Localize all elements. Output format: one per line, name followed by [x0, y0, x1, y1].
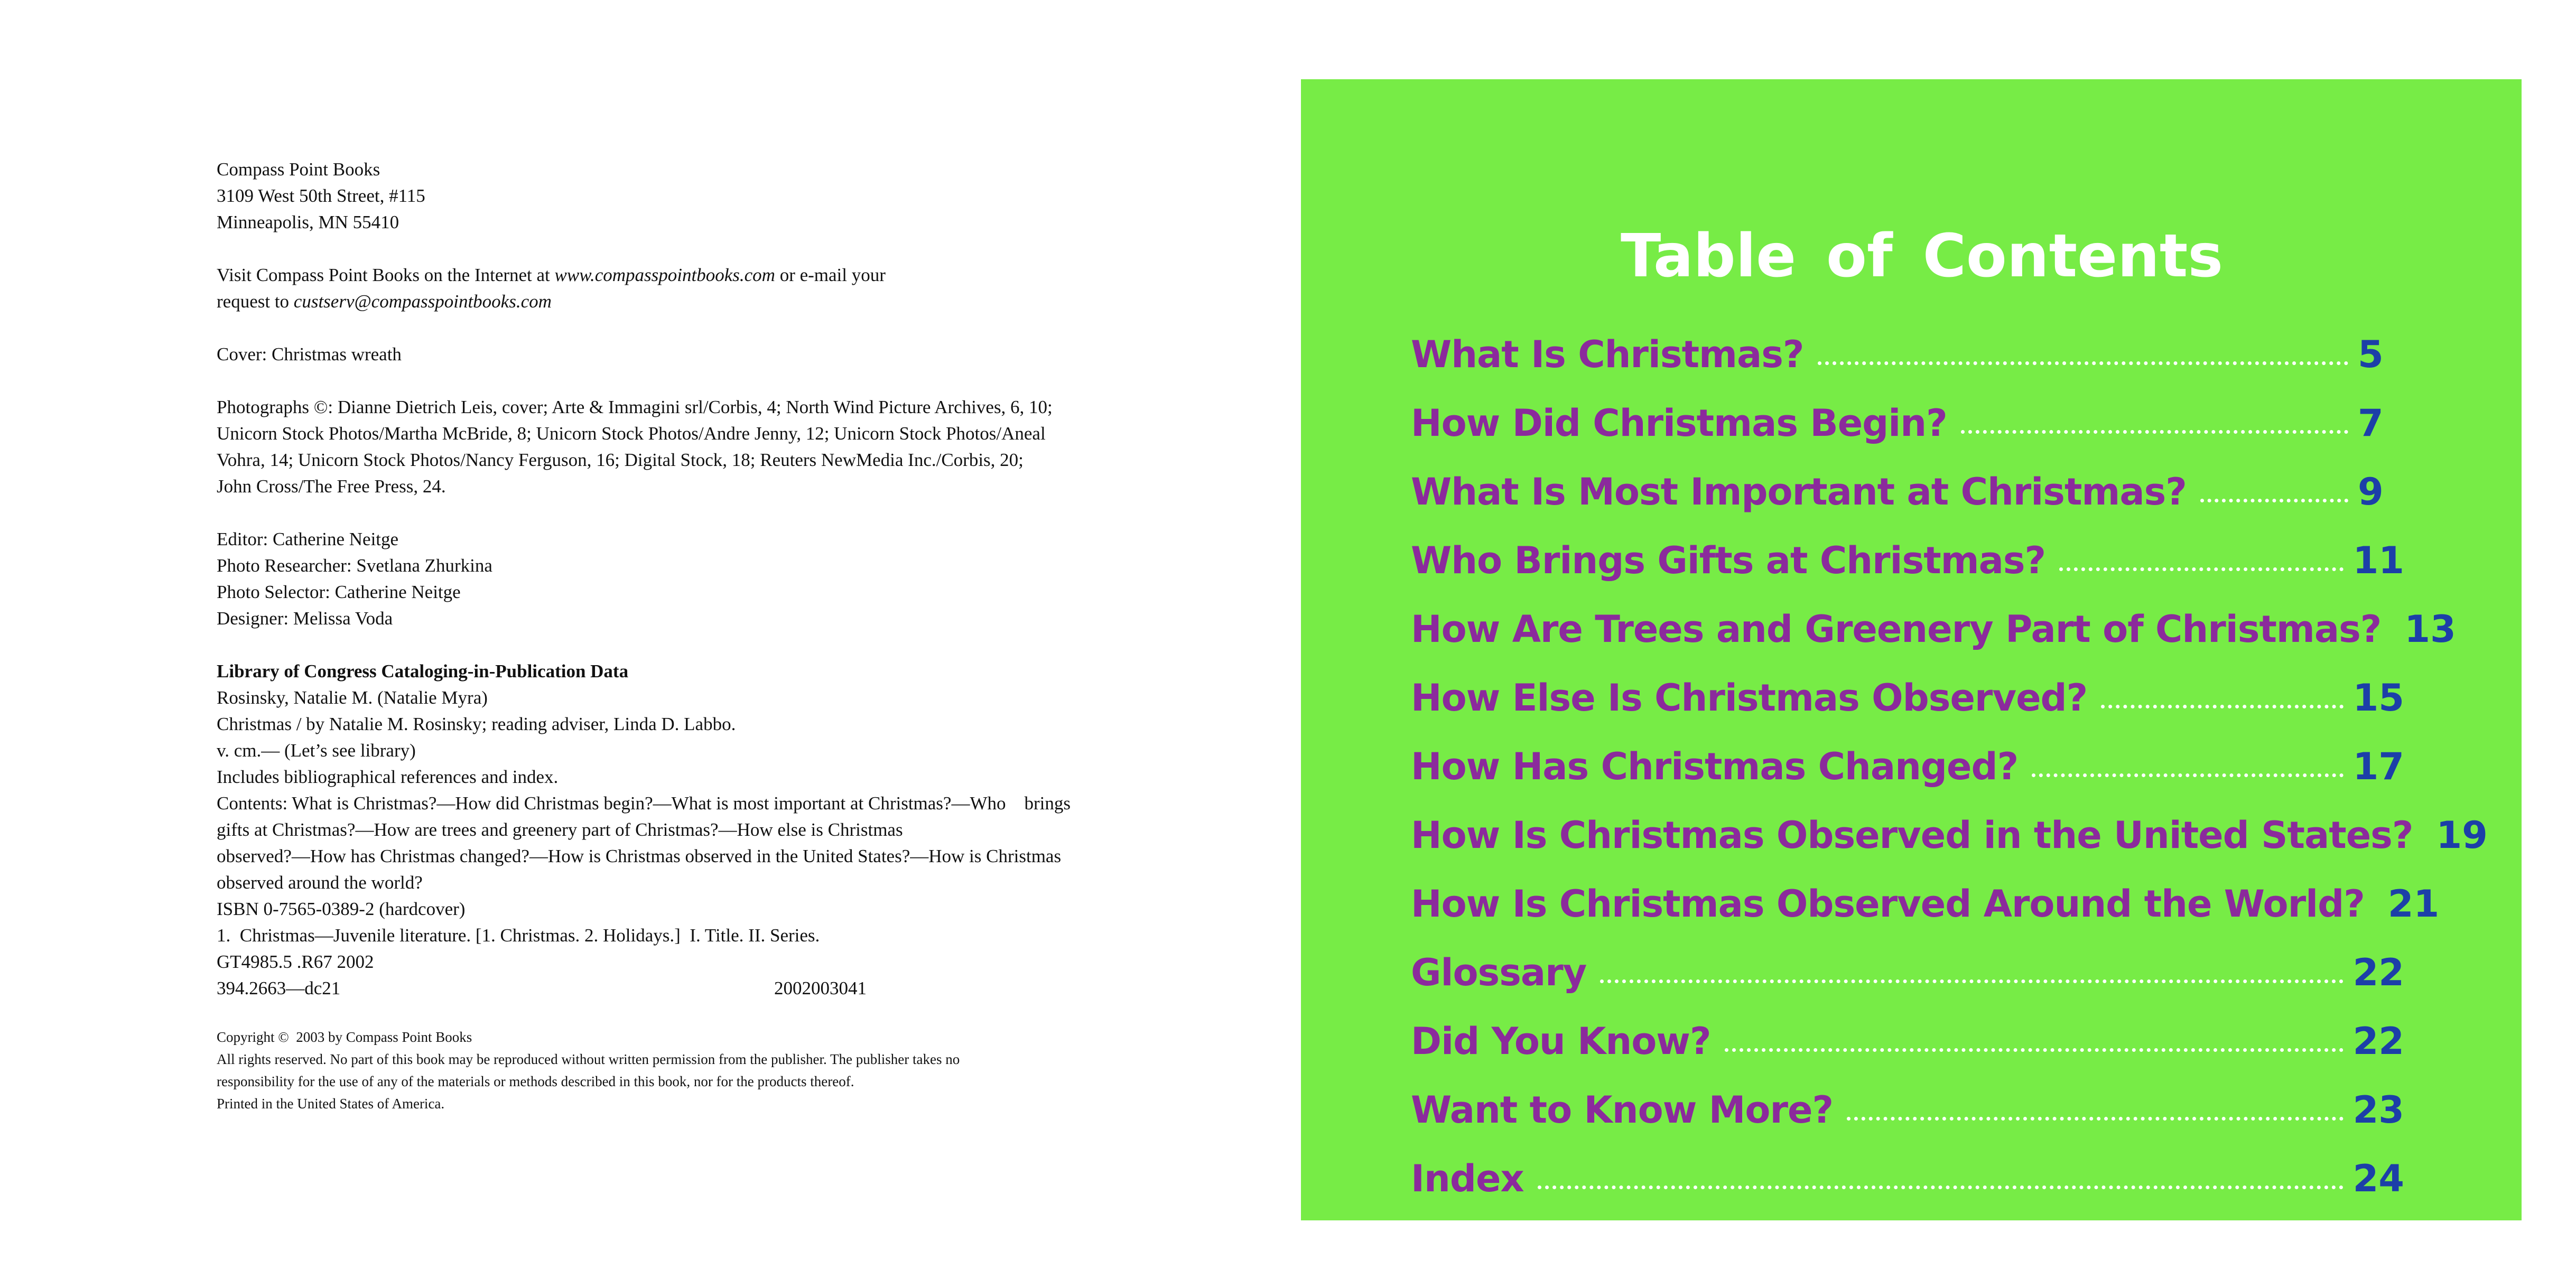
call-number-row: [217, 975, 1168, 1002]
toc-entry-label: How Did Christmas Begin?: [1411, 402, 1947, 445]
toc-entry-page-number: 17: [2352, 745, 2404, 788]
toc-entry[interactable]: [1411, 882, 2440, 951]
toc-dot-leader: [2059, 567, 2343, 571]
toc-dot-leader: [1538, 1186, 2343, 1189]
toc-dot-leader: [1818, 361, 2349, 365]
cip-line: Rosinsky, Natalie M. (Natalie Myra): [217, 687, 488, 708]
toc-dot-leader: [1961, 430, 2348, 434]
toc-entry[interactable]: [1411, 1020, 2404, 1088]
toc-entry-label: What Is Christmas?: [1411, 333, 1804, 376]
toc-dot-leader: [2200, 499, 2348, 502]
photo-selector-credit: Photo Selector: Catherine Neitge: [217, 582, 461, 602]
cip-line: 1. Christmas—Juvenile literature. [1. Christmas. 2. Holidays.] I. Title. II. Series.: [217, 925, 820, 946]
cip-line: Christmas / by Natalie M. Rosinsky; reading adviser, Linda D. Labbo.: [217, 714, 736, 734]
cip-line: observed?—How has Christmas changed?—How is Christmas observed in the United States?—How is Christmas: [217, 846, 1062, 866]
photo-credits: [217, 394, 1168, 500]
toc-entry[interactable]: [1411, 1088, 2404, 1157]
toc-list: [1411, 333, 2488, 1226]
legal-notice: [217, 1026, 1168, 1115]
toc-dot-leader: [2101, 705, 2343, 708]
editor-credit: Editor: Catherine Neitge: [217, 529, 399, 549]
cip-heading: Library of Congress Cataloging-in-Publication Data: [217, 661, 629, 682]
photo-researcher-credit: Photo Researcher: Svetlana Zhurkina: [217, 555, 492, 576]
toc-entry-label: How Are Trees and Greenery Part of Christmas?: [1411, 608, 2382, 651]
publisher-address: [217, 156, 1168, 236]
toc-entry-label: Index: [1411, 1157, 1524, 1200]
toc-entry-page-number: 5: [2358, 333, 2384, 376]
email-link[interactable]: custserv@compasspointbooks.com: [293, 291, 552, 312]
toc-entry[interactable]: [1411, 676, 2404, 745]
photo-credit-line: Photographs ©: Dianne Dietrich Leis, cover; Arte & Immagini srl/Corbis, 4; North Wind Picture Archives, 6, 10;: [217, 397, 1053, 417]
table-of-contents-panel: [1301, 79, 2522, 1220]
rights-line: responsibility for the use of any of the materials or methods described in this book, nor for the products thereof.: [217, 1074, 854, 1089]
toc-entry-page-number: 11: [2352, 539, 2404, 582]
request-line: [217, 288, 1168, 315]
cip-line: Contents: What is Christmas?—How did Christmas begin?—What is most important at Christmas?—Who brings: [217, 793, 1071, 814]
toc-entry-label: Want to Know More?: [1411, 1088, 1834, 1132]
toc-entry[interactable]: [1411, 333, 2404, 402]
request-prefix: request to: [217, 291, 294, 312]
toc-entry-label: What Is Most Important at Christmas?: [1411, 470, 2187, 514]
publisher-name: Compass Point Books: [217, 159, 380, 180]
printed-line: Printed in the United States of America.: [217, 1096, 445, 1112]
toc-entry-label: Did You Know?: [1411, 1020, 1711, 1063]
toc-entry-label: How Has Christmas Changed?: [1411, 745, 2019, 788]
toc-entry[interactable]: [1411, 814, 2488, 882]
toc-entry[interactable]: [1411, 402, 2404, 470]
toc-dot-leader: [1725, 1048, 2343, 1052]
publisher-city: Minneapolis, MN 55410: [217, 212, 399, 232]
cip-data: [217, 658, 1168, 1002]
toc-entry-page-number: 24: [2352, 1157, 2404, 1200]
photo-credit-line: Unicorn Stock Photos/Martha McBride, 8; Unicorn Stock Photos/Andre Jenny, 12; Unicorn Stock Photos/Aneal: [217, 423, 1046, 444]
toc-entry-label: How Is Christmas Observed in the United States?: [1411, 814, 2413, 857]
visit-line: [217, 262, 1168, 288]
toc-entry-page-number: 21: [2387, 882, 2440, 926]
toc-entry-page-number: 19: [2436, 814, 2488, 857]
dewey-number: 394.2663—dc21: [217, 978, 341, 998]
cip-line: ISBN 0-7565-0389-2 (hardcover): [217, 899, 466, 919]
toc-entry[interactable]: [1411, 951, 2404, 1020]
staff-credits: [217, 526, 1168, 632]
toc-dot-leader: [2032, 773, 2343, 777]
cip-line: Includes bibliographical references and index.: [217, 767, 559, 787]
website-link[interactable]: www.compasspointbooks.com: [554, 265, 775, 285]
toc-entry-label: Glossary: [1411, 951, 1587, 994]
publisher-street: 3109 West 50th Street, #115: [217, 185, 425, 206]
toc-entry-label: How Is Christmas Observed Around the World?: [1411, 882, 2365, 926]
toc-entry-page-number: 22: [2352, 951, 2404, 994]
toc-entry-page-number: 15: [2352, 676, 2404, 720]
copyright-line: Copyright © 2003 by Compass Point Books: [217, 1029, 472, 1045]
toc-entry-page-number: 22: [2352, 1020, 2404, 1063]
toc-entry[interactable]: [1411, 1157, 2404, 1226]
toc-entry-label: How Else Is Christmas Observed?: [1411, 676, 2088, 720]
toc-dot-leader: [1847, 1117, 2343, 1121]
cip-line: v. cm.— (Let’s see library): [217, 740, 416, 761]
toc-dot-leader: [1600, 979, 2343, 983]
toc-entry-page-number: 13: [2404, 608, 2456, 651]
rights-line: All rights reserved. No part of this book may be reproduced without written permission from the publisher. The publisher takes no: [217, 1051, 960, 1067]
toc-entry-page-number: 9: [2358, 470, 2384, 514]
cip-line: GT4985.5 .R67 2002: [217, 951, 374, 972]
toc-title: Table of Contents: [1621, 222, 2224, 291]
toc-entry-page-number: 7: [2358, 402, 2384, 445]
cover-credit: Cover: Christmas wreath: [217, 344, 402, 365]
lccn-number: 2002003041: [774, 978, 867, 998]
visit-prefix: Visit Compass Point Books on the Internet at: [217, 265, 555, 285]
cip-line: gifts at Christmas?—How are trees and greenery part of Christmas?—How else is Christmas: [217, 819, 903, 840]
toc-entry-page-number: 23: [2352, 1088, 2404, 1132]
toc-entry[interactable]: [1411, 745, 2404, 814]
photo-credit-line: Vohra, 14; Unicorn Stock Photos/Nancy Ferguson, 16; Digital Stock, 18; Reuters NewMedia Inc./Corbis, 20;: [217, 450, 1024, 470]
photo-credit-line: John Cross/The Free Press, 24.: [217, 476, 446, 497]
cip-line: observed around the world?: [217, 872, 423, 893]
toc-entry[interactable]: [1411, 608, 2456, 676]
copyright-page: [217, 156, 1168, 1115]
designer-credit: Designer: Melissa Voda: [217, 608, 393, 629]
toc-entry[interactable]: [1411, 470, 2404, 539]
visit-suffix: or e-mail your: [775, 265, 886, 285]
toc-entry[interactable]: [1411, 539, 2404, 608]
toc-entry-label: Who Brings Gifts at Christmas?: [1411, 539, 2046, 582]
